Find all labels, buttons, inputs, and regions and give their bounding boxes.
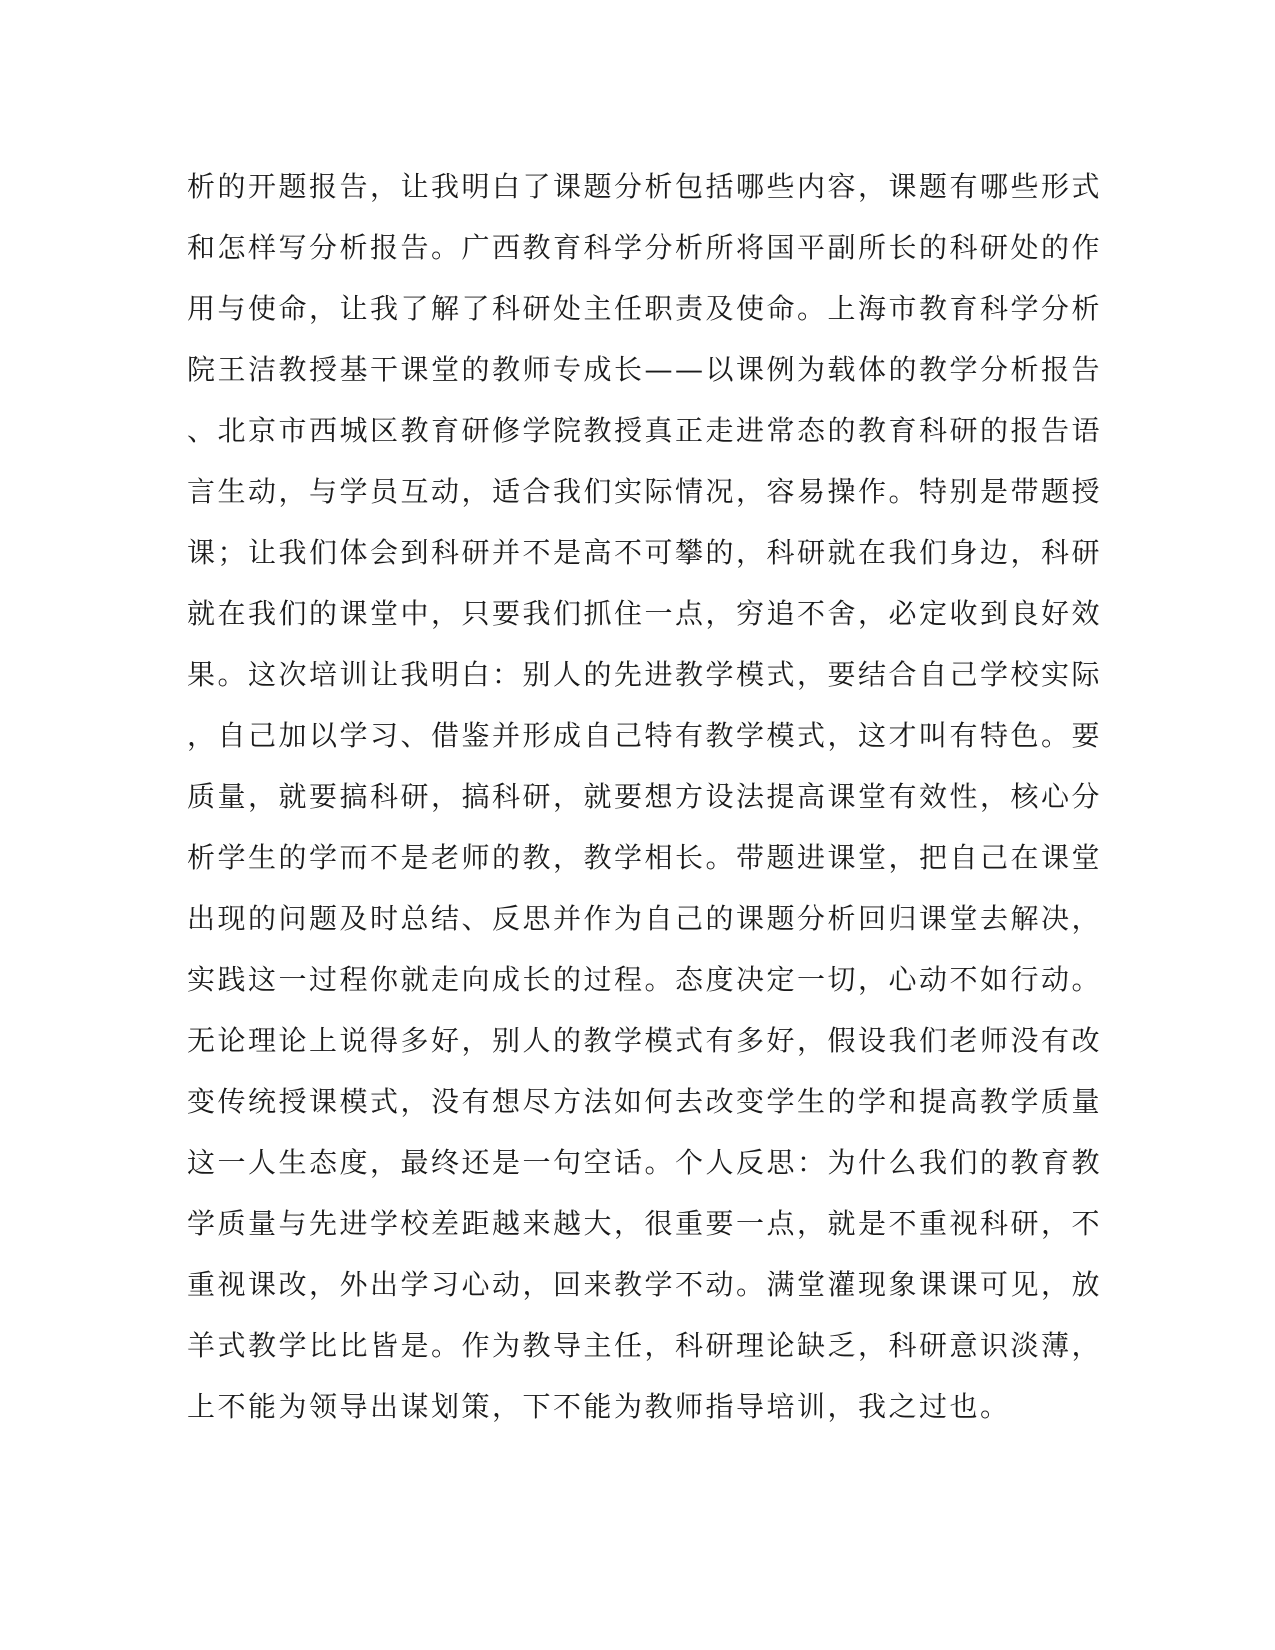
text-line: 重视课改，外出学习心动，回来教学不动。满堂灌现象课课可见，放 <box>187 1268 1103 1301</box>
text-line: 质量，就要搞科研，搞科研，就要想方设法提高课堂有效性，核心分 <box>187 780 1103 813</box>
text-line: 言生动，与学员互动，适合我们实际情况，容易操作。特别是带题授 <box>187 475 1103 508</box>
text-line: 变传统授课模式，没有想尽方法如何去改变学生的学和提高教学质量 <box>187 1085 1103 1118</box>
text-line: 羊式教学比比皆是。作为教导主任，科研理论缺乏，科研意识淡薄， <box>187 1329 1103 1362</box>
text-line: 和怎样写分析报告。广西教育科学分析所将国平副所长的科研处的作 <box>187 231 1103 264</box>
text-line: 用与使命，让我了解了科研处主任职责及使命。上海市教育科学分析 <box>187 292 1103 325</box>
text-line: 学质量与先进学校差距越来越大，很重要一点，就是不重视科研，不 <box>187 1207 1103 1240</box>
text-line: 就在我们的课堂中，只要我们抓住一点，穷追不舍，必定收到良好效 <box>187 597 1103 630</box>
text-line: 上不能为领导出谋划策，下不能为教师指导培训，我之过也。 <box>187 1390 1011 1423</box>
text-line: 析学生的学而不是老师的教，教学相长。带题进课堂，把自己在课堂 <box>187 841 1103 874</box>
text-line: 出现的问题及时总结、反思并作为自己的课题分析回归课堂去解决， <box>187 902 1103 935</box>
text-line: 无论理论上说得多好，别人的教学模式有多好，假设我们老师没有改 <box>187 1024 1103 1057</box>
body-text <box>187 165 1103 1446</box>
text-line: 、北京市西城区教育研修学院教授真正走进常态的教育科研的报告语 <box>187 414 1103 447</box>
text-line: 课；让我们体会到科研并不是高不可攀的，科研就在我们身边，科研 <box>187 536 1103 569</box>
text-line: 院王洁教授基干课堂的教师专成长——以课例为载体的教学分析报告 <box>187 353 1103 386</box>
text-line: 实践这一过程你就走向成长的过程。态度决定一切，心动不如行动。 <box>187 963 1103 996</box>
text-line: 果。这次培训让我明白：别人的先进教学模式，要结合自己学校实际 <box>187 658 1103 691</box>
text-line: 析的开题报告，让我明白了课题分析包括哪些内容，课题有哪些形式 <box>187 170 1103 203</box>
text-line: ，自己加以学习、借鉴并形成自己特有教学模式，这才叫有特色。要 <box>187 719 1103 752</box>
text-line: 这一人生态度，最终还是一句空话。个人反思：为什么我们的教育教 <box>187 1146 1103 1179</box>
